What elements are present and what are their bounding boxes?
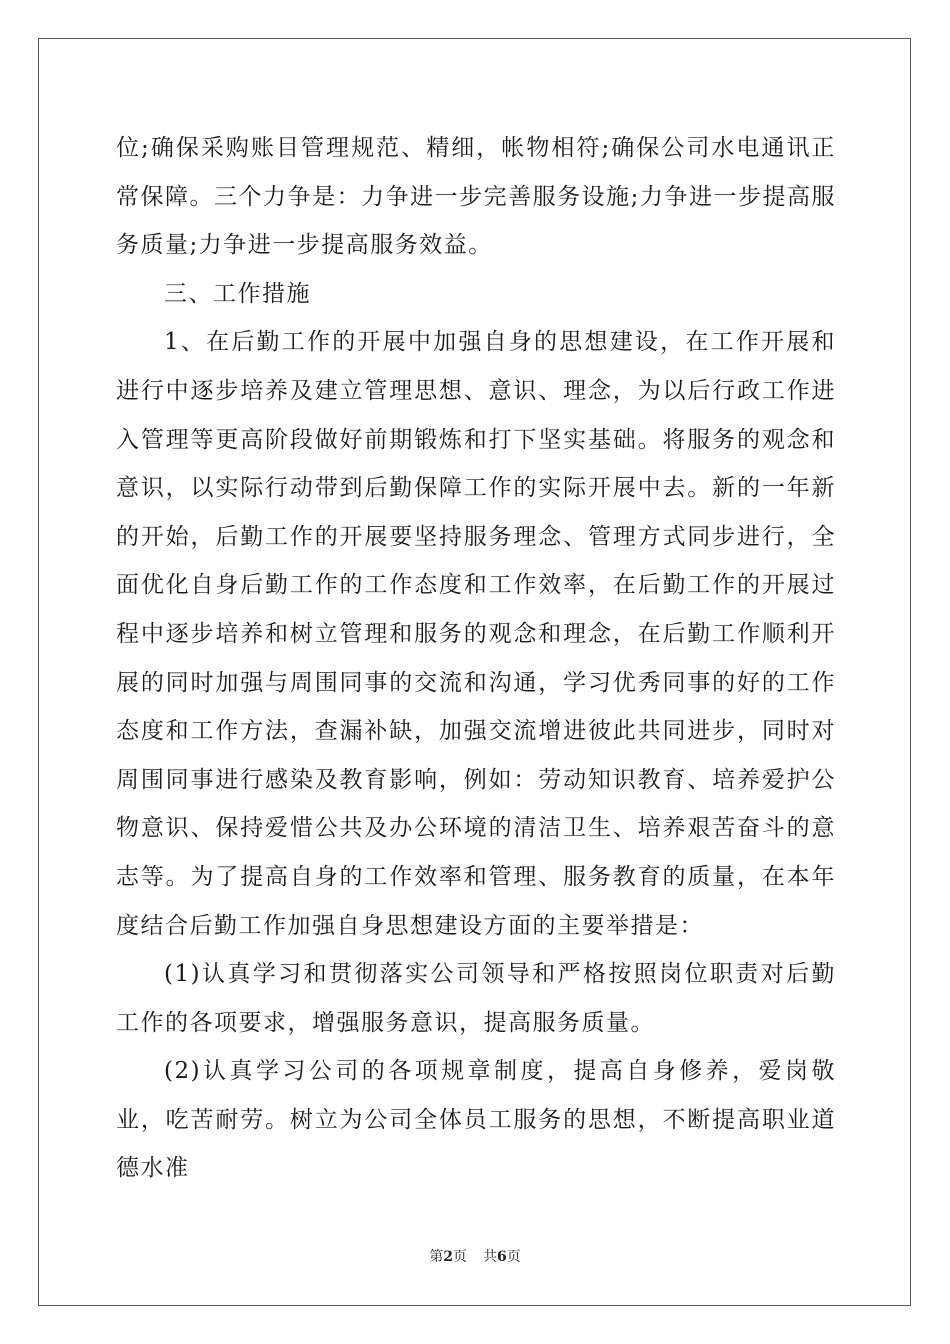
section-heading: 三、工作措施 <box>164 280 311 307</box>
total-prefix: 共 <box>483 1249 497 1265</box>
total-pages: 6 <box>497 1249 507 1265</box>
paragraph-measure-1: 1、在后勤工作的开展中加强自身的思想建设，在工作开展和进行中逐步培养及建立管理思想、意识、理念，为以后行政工作进入管理等更高阶段做好前期锻炼和打下坚实基础。将服务的观念和意识，以实际行动带到后勤保障工作的实际开展中去。新的一年新的开始，后勤工作的开展要坚持服务理念、管理方式同步进行，全面优化自身后勤工作的工作态度和工作效率，在后勤工作的开展过程中逐步培养和树立管理和服务的观念和理念，在后勤工作顺利开展的同时加强与周围同事的交流和沟通，学习优秀同事的好的工作态度和工作方法，查漏补缺，加强交流增进彼此共同进步，同时对周围同事进行感染及教育影响，例如：劳动知识教育、培养爱护公物意识、保持爱惜公共及办公环境的清洁卫生、培养艰苦奋斗的意志等。为了提高自身的工作效率和管理、服务教育的质量，在本年度结合后勤工作加强自身思想建设方面的主要举措是： <box>116 329 836 939</box>
paragraph-item-1: (1)认真学习和贯彻落实公司领导和严格按照岗位职责对后勤工作的各项要求，增强服务意识，提高服务质量。 <box>116 961 836 1036</box>
page-suffix: 页 <box>453 1249 467 1265</box>
total-suffix: 页 <box>506 1249 521 1265</box>
page-footer <box>0 1246 950 1266</box>
page-number: 2 <box>443 1249 453 1265</box>
document-body <box>116 124 836 1193</box>
paragraph-continuation: 位;确保采购账目管理规范、精细，帐物相符;确保公司水电通讯正常保障。三个力争是：力争进一步完善服务设施;力争进一步提高服务质量;力争进一步提高服务效益。 <box>116 135 836 259</box>
page-prefix: 第 <box>429 1249 444 1265</box>
paragraph-item-2: (2)认真学习公司的各项规章制度，提高自身修养，爱岗敬业，吃苦耐劳。树立为公司全体员工服务的思想，不断提高职业道德水准 <box>116 1058 836 1182</box>
